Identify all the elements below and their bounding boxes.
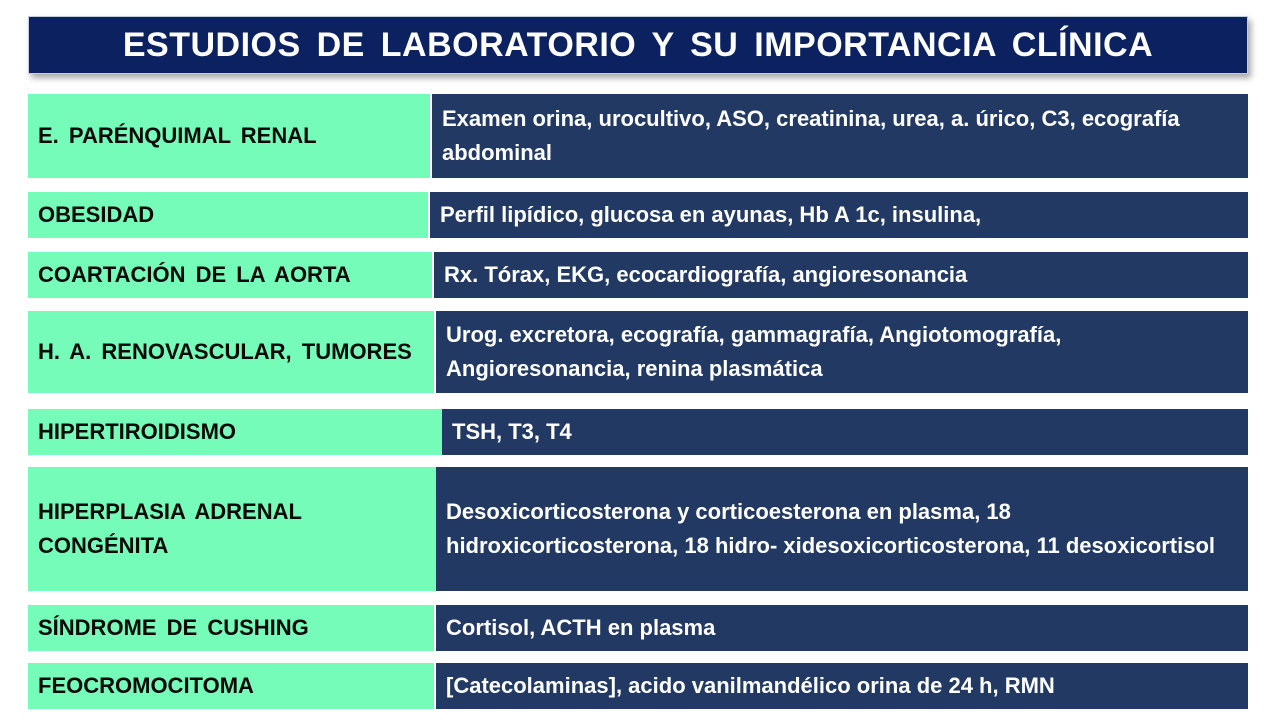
row-label: OBESIDAD: [28, 192, 428, 238]
row-value: Examen orina, urocultivo, ASO, creatinina, urea, a. úrico, C3, ecografía abdominal: [432, 94, 1248, 178]
row-label: FEOCROMOCITOMA: [28, 663, 434, 709]
row-value: [Catecolaminas], acido vanilmandélico orina de 24 h, RMN: [436, 663, 1248, 709]
row-label: E. PARÉNQUIMAL RENAL: [28, 94, 430, 178]
row-coartacion-aorta: [28, 252, 1248, 298]
row-label: COARTACIÓN DE LA AORTA: [28, 252, 432, 298]
row-value: Perfil lipídico, glucosa en ayunas, Hb A 1c, insulina,: [430, 192, 1248, 238]
row-value: Desoxicorticosterona y corticoesterona en plasma, 18 hidroxicorticosterona, 18 hidro- xidesoxicorticosterona, 11 desoxicortisol: [436, 467, 1248, 591]
row-value: Urog. excretora, ecografía, gammagrafía, Angiotomografía, Angioresonancia, renina plasmática: [436, 311, 1248, 393]
row-feocromocitoma: [28, 663, 1248, 709]
row-parenquimal-renal: [28, 94, 1248, 178]
row-hiperplasia-adrenal: [28, 467, 1248, 591]
row-hipertiroidismo: [28, 409, 1248, 455]
row-label: HIPERTIROIDISMO: [28, 409, 442, 455]
row-sindrome-cushing: [28, 605, 1248, 651]
slide-title: ESTUDIOS DE LABORATORIO Y SU IMPORTANCIA CLÍNICA: [28, 16, 1248, 74]
row-renovascular-tumores: [28, 311, 1248, 393]
row-label: SÍNDROME DE CUSHING: [28, 605, 434, 651]
row-value: Cortisol, ACTH en plasma: [436, 605, 1248, 651]
row-value: TSH, T3, T4: [442, 409, 1248, 455]
row-label: H. A. RENOVASCULAR, TUMORES: [28, 311, 434, 393]
row-obesidad: [28, 192, 1248, 238]
row-label: HIPERPLASIA ADRENAL CONGÉNITA: [28, 467, 436, 591]
row-value: Rx. Tórax, EKG, ecocardiografía, angioresonancia: [434, 252, 1248, 298]
